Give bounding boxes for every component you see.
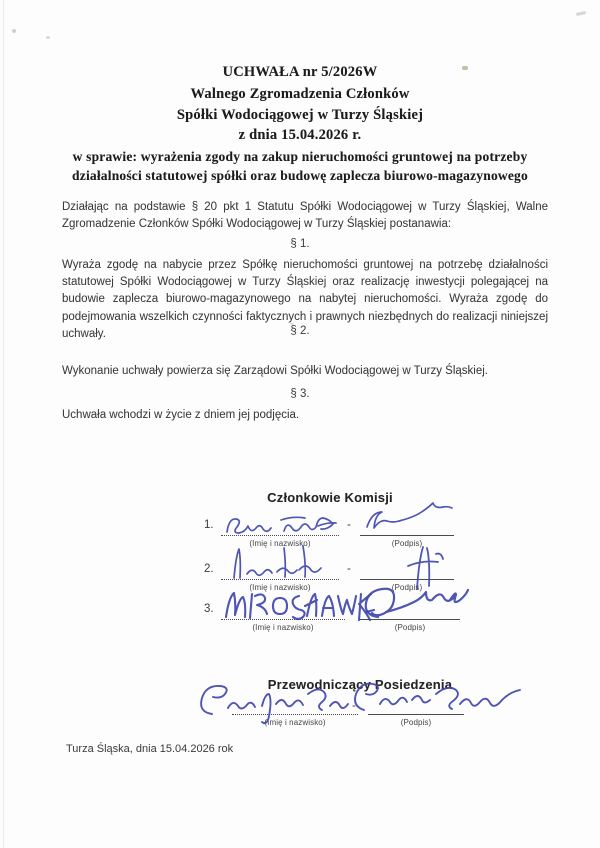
name-line-label: (Imię i nazwisko) bbox=[252, 623, 314, 632]
signature-line bbox=[360, 562, 454, 580]
section-2-mark: § 2. bbox=[290, 325, 310, 337]
separator-dash: - bbox=[347, 563, 351, 575]
name-line-label: (Imię i nazwisko) bbox=[249, 539, 311, 548]
name-line bbox=[221, 562, 339, 580]
signature-line-label: (Podpis) bbox=[400, 718, 432, 727]
place-and-date: Turza Śląska, dnia 15.04.2026 rok bbox=[66, 743, 234, 755]
committee-heading: Członkowie Komisji bbox=[267, 490, 393, 505]
row-number: 3. bbox=[204, 603, 214, 615]
document-subject: w sprawie: wyrażenia zgody na zakup nieruchomości gruntowej na potrzeby działalności statutowej spółki oraz budowę zaplecza biurowo-magazynowego bbox=[72, 149, 528, 183]
signature-line bbox=[360, 518, 454, 536]
document-date-line: z dnia 15.04.2026 r. bbox=[238, 127, 362, 143]
row-number: 2. bbox=[204, 563, 214, 575]
signature-line bbox=[360, 602, 460, 620]
signature-line-label: (Podpis) bbox=[394, 623, 426, 632]
name-line bbox=[221, 518, 339, 536]
signature-line-label: (Podpis) bbox=[391, 583, 423, 592]
section-1-mark: § 1. bbox=[290, 238, 310, 250]
signature-line-label: (Podpis) bbox=[391, 539, 423, 548]
document-title: UCHWAŁA nr 5/2026W bbox=[222, 64, 378, 80]
scan-speck bbox=[12, 29, 16, 33]
section-3-mark: § 3. bbox=[290, 388, 310, 400]
row-number: 1. bbox=[204, 519, 214, 531]
name-line bbox=[232, 697, 358, 715]
scan-speck bbox=[46, 36, 50, 39]
chairman-heading: Przewodniczący Posiedzenia bbox=[267, 677, 453, 692]
section-1-paragraph: Wyraża zgodę na nabycie przez Spółkę nieruchomości gruntowej na potrzebę działalności statutowej Spółki Wodociągowej w Turzy Śląskiej oraz realizację inwestycji polegającej na budowie zaplecza biurowo-magazynowego na nabytej nieruchomości. Wyraża zgodę do podejmowania wszelkich czynności faktycznych i prawnych niezbędnych do realizacji niniejszej uchwały. bbox=[62, 259, 548, 340]
name-line-label: (Imię i nazwisko) bbox=[249, 583, 311, 592]
intro-paragraph: Działając na podstawie § 20 pkt 1 Statutu Spółki Wodociągowej w Turzy Śląskiej, Walne Zgromadzenie Członków Spółki Wodociągowej w Turzy Śląskiej postanawia: bbox=[62, 201, 548, 231]
section-2-paragraph: Wykonanie uchwały powierza się Zarządowi Spółki Wodociągowej w Turzy Śląskiej. bbox=[62, 365, 489, 377]
document-title-line3: Spółki Wodociągowej w Turzy Śląskiej bbox=[176, 107, 424, 123]
name-line-label: (Imię i nazwisko) bbox=[264, 718, 326, 727]
separator-dash: - bbox=[352, 700, 356, 712]
separator-dash: - bbox=[347, 519, 351, 531]
name-line bbox=[221, 602, 345, 620]
document-title-line2: Walnego Zgromadzenia Członków bbox=[190, 86, 410, 102]
section-3-paragraph: Uchwała wchodzi w życie z dniem jej podjęcia. bbox=[62, 409, 300, 421]
scan-speck bbox=[576, 11, 586, 16]
signature-line bbox=[368, 697, 464, 715]
